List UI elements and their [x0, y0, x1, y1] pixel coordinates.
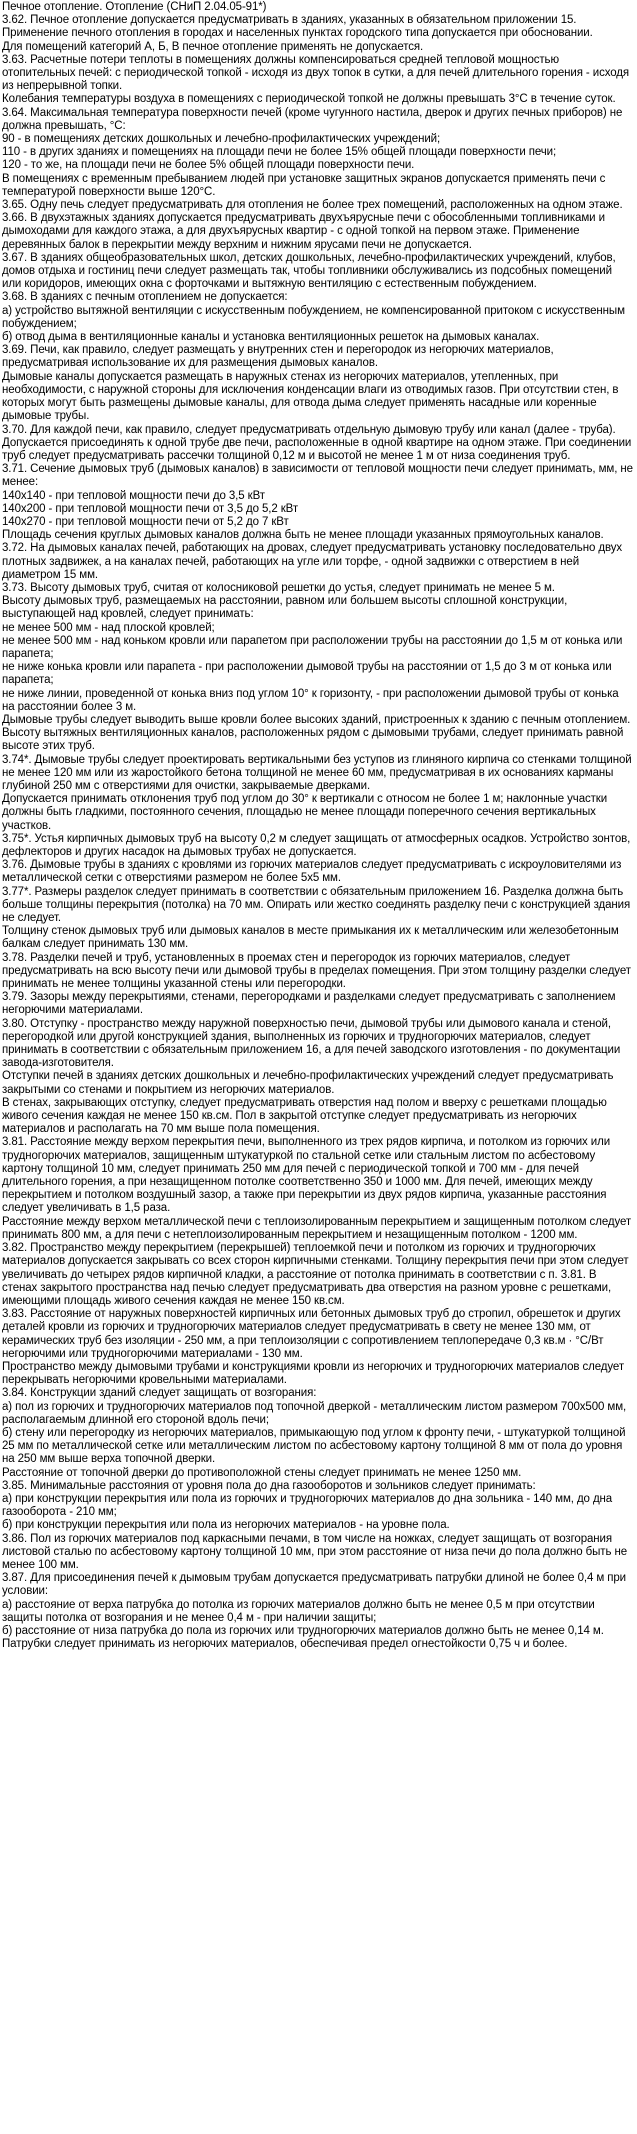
text-line: не ниже конька кровли или парапета - при расположении дымовой трубы на расстоянии от 1,5 до 3 м от конька или парапета;: [2, 661, 612, 687]
text-line: Отступки печей в зданиях детских дошкольных и лечебно-профилактических учреждений следует предусматривать закрытыми со стенами и покрытием из негорючих материалов.: [2, 1070, 614, 1096]
text-line: 3.63. Расчетные потери теплоты в помещениях должны компенсироваться средней тепловой мощностью отопительных печей: с периодической топкой - исходя из двух топок в сутки, а для печей длительного горения - исходя из непрерывной топки.: [2, 53, 630, 93]
text-line: 3.81. Расстояние между верхом перекрытия печи, выполненного из трех рядов кирпича, и потолком из горючих или трудногорючих материалов, защищенным штукатуркой по стальной сетке или стальным листом по асбестовому картону толщиной 10 мм, следует принимать 250 мм для печей с периодической топкой и 700 мм - для печей длительного горения, а при незащищенном потолке соответственно 350 и 1000 мм. Для печей, имеющих между перекрытием и потолком воздушный зазор, а также при перекрытии из двух рядов кирпича, указанные расстояния следует увеличивать в 1,5 раза.: [2, 1136, 611, 1215]
text-line: 110 - в других зданиях и помещениях на площади печи не более 15% общей площади поверхности печи;: [2, 146, 557, 159]
text-line: Патрубки следует принимать из негорючих материалов, обеспечивая предел огнестойкости 0,75 ч и более.: [2, 1638, 568, 1651]
text-line: 140х140 - при тепловой мощности печи до 3,5 кВт: [2, 489, 265, 502]
text-line: 3.86. Пол из горючих материалов под каркасными печами, в том числе на ножках, следует защищать от возгорания листовой сталью по асбестовому картону толщиной 10 мм, при этом расстояние от низа печи до пола должно быть не менее 100 мм.: [2, 1532, 627, 1571]
text-line: Колебания температуры воздуха в помещениях с периодической топкой не должны превышать 3°С в течение суток.: [2, 93, 616, 106]
text-line: Высоту дымовых труб, размещаемых на расстоянии, равном или большем высоты сплошной конструкции, выступающей над кровлей, следует принимать:: [2, 595, 568, 621]
text-line: 3.85. Минимальные расстояния от уровня пола до дна газооборотов и зольников следует принимать:: [2, 1479, 536, 1492]
text-line: Высоту вытяжных вентиляционных каналов, расположенных рядом с дымовыми трубами, следует принимать равной высоте этих труб.: [2, 727, 624, 753]
text-line: Дымовые каналы допускается размещать в наружных стенах из негорючих материалов, утепленных, при необходимости, с наружной стороны для исключения конденсации влаги из отводимых газов. При отсутствии стен, в которых могут быть размещены дымовые каналы, для отвода дыма следует применять насадные или коренные дымовые трубы.: [2, 370, 619, 423]
text-line: Допускается принимать отклонения труб под углом до 30° к вертикали с относом не более 1 м; наклонные участки должны быть гладкими, постоянного сечения, площадью не менее площади поперечного сечения вертикальных участков.: [2, 793, 608, 832]
text-line: не менее 500 мм - над коньком кровли или парапетом при расположении трубы на расстоянии до 1,5 м от конька или парапета;: [2, 634, 623, 660]
text-line: б) отвод дыма в вентиляционные каналы и установка вентиляционных решеток на дымовых каналах.: [2, 331, 540, 344]
text-line: 3.78. Разделки печей и труб, установленных в проемах стен и перегородок из горючих материалов, следует предусматривать на всю высоту печи или дымовой трубы в пределах помещения. При этом толщину разделки следует принимать не менее толщины указанной стены или перегородки.: [2, 951, 631, 991]
text-line: 90 - в помещениях детских дошкольных и лечебно-профилактических учреждений;: [2, 133, 441, 146]
text-line: В помещениях с временным пребыванием людей при установке защитных экранов допускается применять печи с температурой поверхности выше 120°С.: [2, 172, 606, 198]
text-line: 3.72. На дымовых каналах печей, работающих на дровах, следует предусматривать установку последовательно двух плотных задвижек, а на каналах печей, работающих на угле или торфе, - одной задвижки с отверстием в ней диаметром 15 мм.: [2, 542, 623, 581]
text-line: а) пол из горючих и трудногорючих материалов под топочной дверкой - металлическим листом размером 700х500 мм, располагаемым длинной его стороной вдоль печи;: [2, 1400, 627, 1426]
text-line: Расстояние между верхом металлической печи с теплоизолированным перекрытием и защищенным потолком следует принимать 800 мм, а для печи с нетеплоизолированным перекрытием и незащищенным потолком - 1200 мм.: [2, 1215, 632, 1241]
text-line: 3.65. Одну печь следует предусматривать для отопления не более трех помещений, расположенных на одном этаже.: [2, 199, 623, 212]
text-line: 140х270 - при тепловой мощности печи от 5,2 до 7 кВт: [2, 515, 289, 528]
text-line: Площадь сечения круглых дымовых каналов должна быть не менее площади указанных прямоугольных каналов.: [2, 529, 604, 542]
text-line: Расстояние от топочной дверки до противоположной стены следует принимать не менее 1250 мм.: [2, 1466, 522, 1479]
document-title: Печное отопление. Отопление (СНиП 2.04.05-91*): [2, 1, 267, 13]
text-line: б) стену или перегородку из негорючих материалов, примыкающую под углом к фронту печи, - штукатуркой толщиной 25 мм по металлической сетке или металлическим листом по асбестовому картону толщиной 8 мм от пола до уровня на 250 мм выше верха топочной дверки.: [2, 1426, 626, 1466]
text-line: 3.84. Конструкции зданий следует защищать от возгорания:: [2, 1387, 317, 1400]
text-line: 3.71. Сечение дымовых труб (дымовых каналов) в зависимости от тепловой мощности печи следует принимать, мм, не менее:: [2, 463, 633, 489]
text-line: Толщину стенок дымовых труб или дымовых каналов в месте примыкания их к металлическим или железобетонным балкам следует принимать 130 мм.: [2, 925, 619, 951]
text-line: Для помещений категорий А, Б, В печное отопление применять не допускается.: [2, 40, 424, 53]
text-line: 3.76. Дымовые трубы в зданиях с кровлями из горючих материалов следует предусматривать с искроуловителями из металлической сетки с отверстиями размером не более 5х5 мм.: [2, 859, 622, 885]
text-line: Дымовые трубы следует выводить выше кровли более высоких зданий, пристроенных к зданию с печным отоплением.: [2, 713, 631, 726]
text-line: а) расстояние от верха патрубка до потолка из горючих материалов должно быть не менее 0,5 м при отсутствии защиты потолка от возгорания и не менее 0,4 м - при наличии защиты;: [2, 1598, 595, 1624]
text-line: 3.83. Расстояние от наружных поверхностей кирпичных или бетонных дымовых труб до стропил, обрешеток и других деталей кровли из горючих и трудногорючих материалов следует предусматривать в свету не менее 130 мм, от керамических труб без изоляции - 250 мм, а при теплоизоляции с сопротивлением теплопередаче 0,3 кв.м · °С/Вт негорючими или трудногорючими материалами - 130 мм.: [2, 1308, 621, 1360]
text-line: а) устройство вытяжной вентиляции с искусственным побуждением, не компенсированной притоком с искусственным побуждением;: [2, 304, 625, 330]
text-line: не ниже линии, проведенной от конька вниз под углом 10° к горизонту, - при расположении дымовой трубы от конька на расстоянии более 3 м.: [2, 687, 619, 713]
text-line: 3.68. В зданиях с печным отоплением не допускается:: [2, 291, 288, 304]
text-line: 3.79. Зазоры между перекрытиями, стенами, перегородками и разделками следует предусматривать с заполнением негорючими материалами.: [2, 991, 616, 1017]
text-line: 3.74*. Дымовые трубы следует проектировать вертикальными без уступов из глиняного кирпича со стенками толщиной не менее 120 мм или из жаростойкого бетона толщиной не менее 60 мм, предусматривая в их основаниях карманы глубиной 250 мм с отверстиями для очистки, закрываемые дверками.: [2, 753, 632, 792]
text-line: 3.66. В двухэтажных зданиях допускается предусматривать двухъярусные печи с обособленными топливниками и дымоходами для каждого этажа, а для двухъярусных квартир - с одной топкой на первом этаже. Применение деревянных балок в перекрытии между верхним и нижним ярусами печи не допускается.: [2, 212, 605, 251]
text-line: б) при конструкции перекрытия или пола из негорючих материалов - на уровне пола.: [2, 1519, 450, 1532]
text-line: 3.87. Для присоединения печей к дымовым трубам допускается предусматривать патрубки длиной не более 0,4 м при условии:: [2, 1572, 626, 1598]
text-line: а) при конструкции перекрытия или пола из горючих и трудногорючих материалов до дна зольника - 140 мм, до дна газооборота - 210 мм;: [2, 1492, 613, 1519]
text-line: 3.77*. Размеры разделок следует принимать в соответствии с обязательным приложением 16. Разделка должна быть больше толщины перекрытия (потолка) на 70 мм. Опирать или жестко соединять разделку печи с конструкцией здания не следует.: [2, 885, 631, 925]
text-line: В стенах, закрывающих отступку, следует предусматривать отверстия над полом и вверху с решетками площадью живого сечения каждая не менее 150 кв.см. Пол в закрытой отступке следует предусматривать из негорючих материалов и располагать на 70 мм выше пола помещения.: [2, 1096, 607, 1136]
text-line: б) расстояние от низа патрубка до пола из горючих или трудногорючих материалов должно быть не менее 0,14 м.: [2, 1624, 604, 1637]
text-line: Пространство между дымовыми трубами и конструкциями кровли из негорючих и трудногорючих материалов следует перекрывать негорючими кровельными материалами.: [2, 1360, 625, 1387]
text-line: 3.62. Печное отопление допускается предусматривать в зданиях, указанных в обязательном приложении 15.: [2, 14, 577, 27]
text-line: 3.73. Высоту дымовых труб, считая от колосниковой решетки до устья, следует принимать не менее 5 м.: [2, 581, 555, 594]
text-line: не менее 500 мм - над плоской кровлей;: [2, 621, 215, 634]
text-line: 120 - то же, на площади печи не более 5% общей площади поверхности печи.: [2, 159, 415, 172]
text-line: 3.67. В зданиях общеобразовательных школ, детских дошкольных, лечебно-профилактических учреждений, клубов, домов отдыха и гостиниц печи следует размещать так, чтобы топливники обслуживались из подсобных помещений или коридоров, имеющих окна с форточками и вытяжную вентиляцию с естественным побуждением.: [2, 251, 616, 291]
text-line: 3.64. Максимальная температура поверхности печей (кроме чугунного настила, дверок и других печных приборов) не должна превышать, °С:: [2, 106, 623, 132]
text-line: 3.82. Пространство между перекрытием (перекрышей) теплоемкой печи и потолком из горючих и трудногорючих материалов допускается закрывать со всех сторон кирпичными стенками. Толщину перекрытия печи при этом следует увеличивать до четырех рядов кирпичной кладки, а расстояние от потолка принимать в соответствии с п. 3.81. В стенах закрытого пространства над печью следует предусматривать два отверстия на разном уровне с решетками, имеющими площадь живого сечения каждая не менее 150 кв.см.: [2, 1242, 629, 1307]
text-line: 3.75*. Устья кирпичных дымовых труб на высоту 0,2 м следует защищать от атмосферных осадков. Устройство зонтов, дефлекторов и других насадок на дымовых трубах не допускается.: [2, 832, 631, 858]
text-line: 3.69. Печи, как правило, следует размещать у внутренних стен и перегородок из негорючих материалов, предусматривая использование их для размещения дымовых каналов.: [2, 344, 554, 370]
text-line: Применение печного отопления в городах и населенных пунктах городского типа допускается при обосновании.: [2, 27, 593, 40]
text-line: 140х200 - при тепловой мощности печи от 3,5 до 5,2 кВт: [2, 502, 299, 515]
text-line: 3.70. Для каждой печи, как правило, следует предусматривать отдельную дымовую трубу или канал (далее - труба). Допускается присоединять к одной трубе две печи, расположенные в одной квартире на одном этаже. При соединении труб следует предусматривать рассечки толщиной 0,12 м и высотой не менее 1 м от низа соединения труб.: [2, 423, 632, 462]
text-line: 3.80. Отступку - пространство между наружной поверхностью печи, дымовой трубы или дымового канала и стеной, перегородкой или другой конструкцией здания, выполненных из горючих и трудногорючих материалов, следует принимать в соответствии с обязательным приложением 16, а для печей заводского изготовления - по документации завода-изготовителя.: [2, 1017, 621, 1070]
